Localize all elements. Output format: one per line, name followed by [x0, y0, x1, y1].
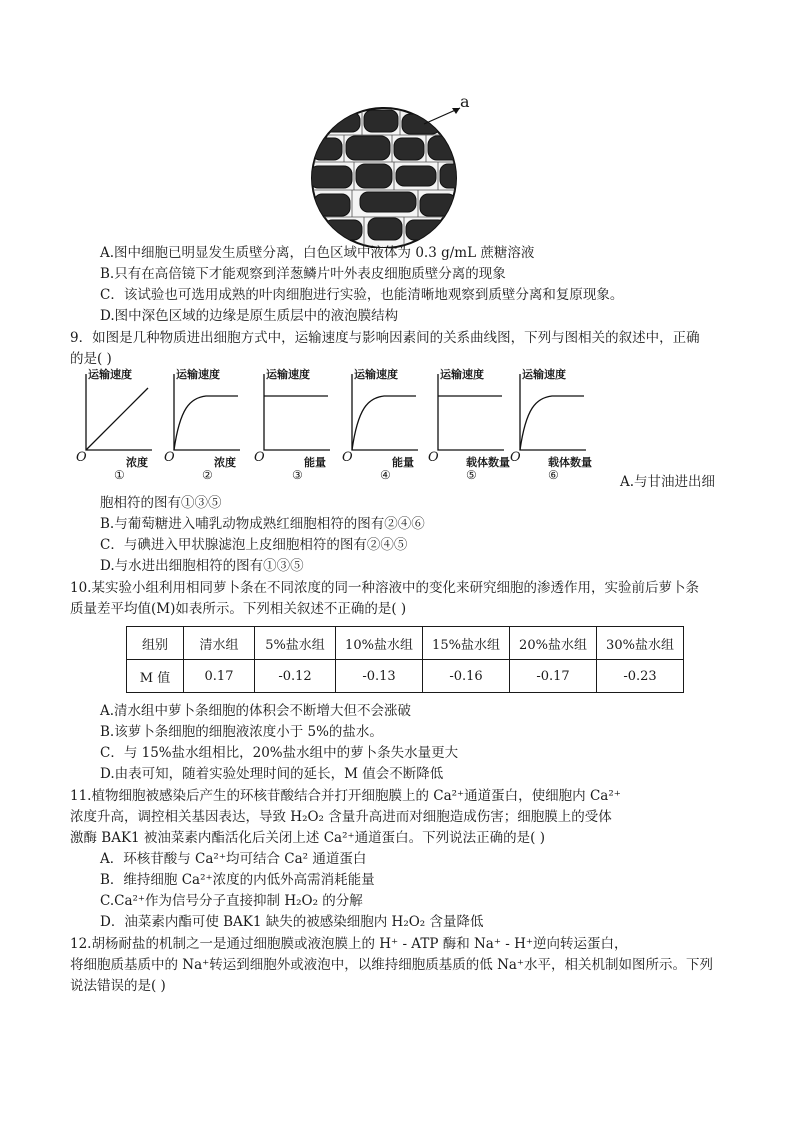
y-axis-label: 运输速度	[176, 368, 220, 381]
table-cell: 组别	[127, 627, 184, 660]
table-cell: 20%盐水组	[510, 627, 597, 660]
q10-table	[126, 626, 684, 693]
table-cell: M 值	[127, 660, 184, 693]
y-axis-label: 运输速度	[266, 368, 310, 381]
y-axis-label: 运输速度	[440, 368, 484, 381]
x-axis-label: 载体数量	[548, 456, 592, 469]
graph-number: ②	[202, 468, 213, 482]
origin-label: O	[254, 450, 265, 465]
table-header-row	[127, 627, 684, 660]
q9-graph-5	[430, 368, 520, 483]
origin-label: O	[510, 450, 521, 465]
axes	[264, 374, 330, 450]
table-cell: 10%盐水组	[336, 627, 423, 660]
origin-label: O	[428, 450, 439, 465]
q9-option-a-part2: 胞相符的图有①③⑤	[100, 495, 222, 511]
q10-option-b: B.该萝卜条细胞的细胞液浓度小于 5%的盐水。	[100, 724, 383, 740]
graph-number: ④	[380, 468, 391, 482]
x-axis-label: 能量	[304, 456, 326, 469]
table-cell: 清水组	[184, 627, 255, 660]
x-axis-label: 浓度	[126, 456, 148, 469]
table-cell: -0.16	[423, 660, 510, 693]
q9-graph-3	[256, 368, 346, 483]
q8-option-c: C．该试验也可选用成熟的叶肉细胞进行实验，也能清晰地观察到质壁分离和复原现象。	[100, 287, 624, 303]
graph-number: ③	[292, 468, 303, 482]
y-axis-label: 运输速度	[88, 368, 132, 381]
q9-graph-4	[344, 368, 434, 483]
y-axis-label: 运输速度	[522, 368, 566, 381]
q11-stem-line2: 浓度升高，调控相关基因表达，导致 H₂O₂ 含量升高进而对细胞造成伤害；细胞膜上的受体	[70, 809, 612, 825]
origin-label: O	[164, 450, 175, 465]
table-cell: 5%盐水组	[255, 627, 336, 660]
q11-stem-line1: 11.植物细胞被感染后产生的环核苷酸结合并打开细胞膜上的 Ca²⁺通道蛋白，使细胞内 Ca²⁺	[70, 788, 621, 804]
origin-label: O	[76, 450, 87, 465]
q9-option-b: B.与葡萄糖进入哺乳动物成熟红细胞相符的图有②④⑥	[100, 516, 425, 532]
table-cell: 15%盐水组	[423, 627, 510, 660]
q11-stem-line3: 激酶 BAK1 被油菜素内酯活化后关闭上述 Ca²⁺通道蛋白。下列说法正确的是( )	[70, 830, 545, 846]
q8-option-d: D.图中深色区域的边缘是原生质层中的液泡膜结构	[100, 308, 399, 324]
y-axis-label: 运输速度	[354, 368, 398, 381]
q12-stem-line2: 将细胞质基质中的 Na⁺转运到细胞外或液泡中，以维持细胞质基质的低 Na⁺水平，相关机制如图所示。下列	[70, 957, 714, 973]
q9-graph-1	[78, 368, 168, 483]
graph-number: ①	[114, 468, 125, 482]
axes	[86, 374, 152, 450]
q11-option-a: A．环核苷酸与 Ca²⁺均可结合 Ca² 通道蛋白	[100, 851, 367, 867]
q8-option-a: A.图中细胞已明显发生质壁分离，白色区域中液体为 0.3 g/mL 蔗糖溶液	[100, 245, 535, 261]
table-row	[127, 660, 684, 693]
q9-stem-line2: 的是( )	[70, 351, 112, 367]
curve-saturating	[174, 396, 238, 450]
q9-stem-line1: 9．如图是几种物质进出细胞方式中，运输速度与影响因素间的关系曲线图，下列与图相关的叙述中，正确	[70, 330, 700, 346]
x-axis-label: 能量	[392, 456, 414, 469]
origin-label: O	[342, 450, 353, 465]
table-cell: -0.23	[597, 660, 684, 693]
q9-option-d: D.与水进出细胞相符的图有①③⑤	[100, 558, 304, 574]
q10-stem-line2: 质量差平均值(M)如表所示。下列相关叙述不正确的是( )	[70, 601, 407, 617]
q9-graph-6	[512, 368, 602, 483]
q11-option-d: D．油菜素内酯可使 BAK1 缺失的被感染细胞内 H₂O₂ 含量降低	[100, 914, 484, 930]
q9-option-c: C．与碘进入甲状腺滤泡上皮细胞相符的图有②④⑤	[100, 537, 408, 553]
q10-option-d: D.由表可知，随着实验处理时间的延长，M 值会不断降低	[100, 766, 444, 782]
q10-option-c: C．与 15%盐水组相比，20%盐水组中的萝卜条失水量更大	[100, 745, 459, 761]
x-axis-label: 浓度	[214, 456, 236, 469]
q11-option-c: C.Ca²⁺作为信号分子直接抑制 H₂O₂ 的分解	[100, 893, 363, 909]
graph-number: ⑤	[466, 468, 477, 482]
table-cell: 30%盐水组	[597, 627, 684, 660]
q9-option-a-part1: A.与甘油进出细	[620, 474, 716, 490]
table-cell: -0.17	[510, 660, 597, 693]
onion-cell-micrograph	[300, 92, 490, 248]
q8-option-b: B.只有在高倍镜下才能观察到洋葱鳞片叶外表皮细胞质壁分离的现象	[100, 266, 506, 282]
q12-stem-line1: 12.胡杨耐盐的机制之一是通过细胞膜或液泡膜上的 H⁺ - ATP 酶和 Na⁺ - H⁺逆向转运蛋白，	[70, 936, 628, 952]
table-cell: -0.13	[336, 660, 423, 693]
axes	[438, 374, 504, 450]
q10-option-a: A.清水组中萝卜条细胞的体积会不断增大但不会涨破	[100, 703, 412, 719]
q10-stem-line1: 10.某实验小组利用相同萝卜条在不同浓度的同一种溶液中的变化来研究细胞的渗透作用，实验前后萝卜条	[70, 580, 699, 596]
curve-linear	[86, 388, 148, 450]
table-cell: 0.17	[184, 660, 255, 693]
table-cell: -0.12	[255, 660, 336, 693]
figure-label-a: a	[460, 92, 470, 111]
graph-number: ⑥	[548, 468, 559, 482]
curve-saturating	[352, 396, 416, 450]
q9-graph-2	[166, 368, 256, 483]
q11-option-b: B．维持细胞 Ca²⁺浓度的内低外高需消耗能量	[100, 872, 375, 888]
curve-saturating	[520, 396, 584, 450]
x-axis-label: 载体数量	[466, 456, 510, 469]
q12-stem-line3: 说法错误的是( )	[70, 978, 166, 994]
